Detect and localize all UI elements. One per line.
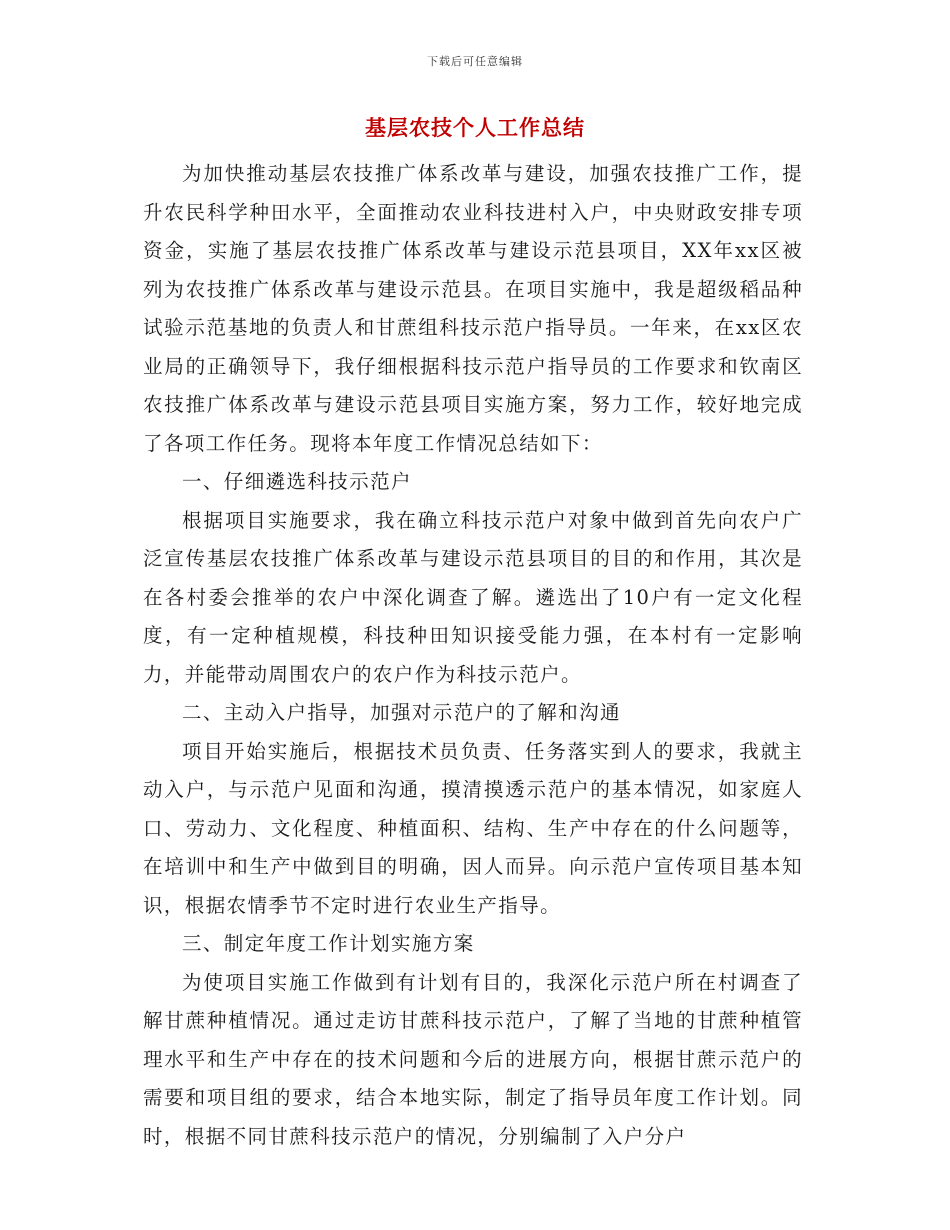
section-paragraph-3: 为使项目实施工作做到有计划有目的，我深化示范户所在村调查了解甘蔗种植情况。通过走访甘蔗科技示范户，了解了当地的甘蔗种植管理水平和生产中存在的技术问题和今后的进展方向，根据甘蔗示范户的需要和项目组的要求，结合本地实际，制定了指导员年度工作计划。同时，根据不同甘蔗科技示范户的情况，分别编制了入户分户 (143, 970, 803, 1148)
section-heading-2: 二、主动入户指导，加强对示范户的了解和沟通 (182, 701, 621, 724)
page-header: 下载后可任意编辑 (427, 55, 523, 68)
section-heading-1: 一、仔细遴选科技示范户 (182, 470, 412, 493)
section-paragraph-1: 根据项目实施要求，我在确立科技示范户对象中做到首先向农户广泛宣传基层农技推广体系改革与建设示范县项目的目的和作用，其次是在各村委会推举的农户中深化调查了解。遴选出了10户有一定文化程度，有一定种植规模，科技种田知识接受能力强，在本村有一定影响力，并能带动周围农户的农户作为科技示范户。 (143, 508, 803, 686)
section-paragraph-2: 项目开始实施后，根据技术员负责、任务落实到人的要求，我就主动入户，与示范户见面和沟通，摸清摸透示范户的基本情况，如家庭人口、劳动力、文化程度、种植面积、结构、生产中存在的什么问题等，在培训中和生产中做到目的明确，因人而异。向示范户宣传项目基本知识，根据农情季节不定时进行农业生产指导。 (143, 739, 803, 917)
document-title: 基层农技个人工作总结 (365, 115, 585, 140)
intro-paragraph: 为加快推动基层农技推广体系改革与建设，加强农技推广工作，提升农民科学种田水平，全面推动农业科技进村入户，中央财政安排专项资金，实施了基层农技推广体系改革与建设示范县项目，XX年xx区被列为农技推广体系改革与建设示范县。在项目实施中，我是超级稻品种试验示范基地的负责人和甘蔗组科技示范户指导员。一年来，在xx区农业局的正确领导下，我仔细根据科技示范户指导员的工作要求和钦南区农技推广体系改革与建设示范县项目实施方案，努力工作，较好地完成了各项工作任务。现将本年度工作情况总结如下： (143, 162, 803, 455)
document-body (143, 155, 803, 1156)
section-heading-3: 三、制定年度工作计划实施方案 (182, 932, 475, 955)
